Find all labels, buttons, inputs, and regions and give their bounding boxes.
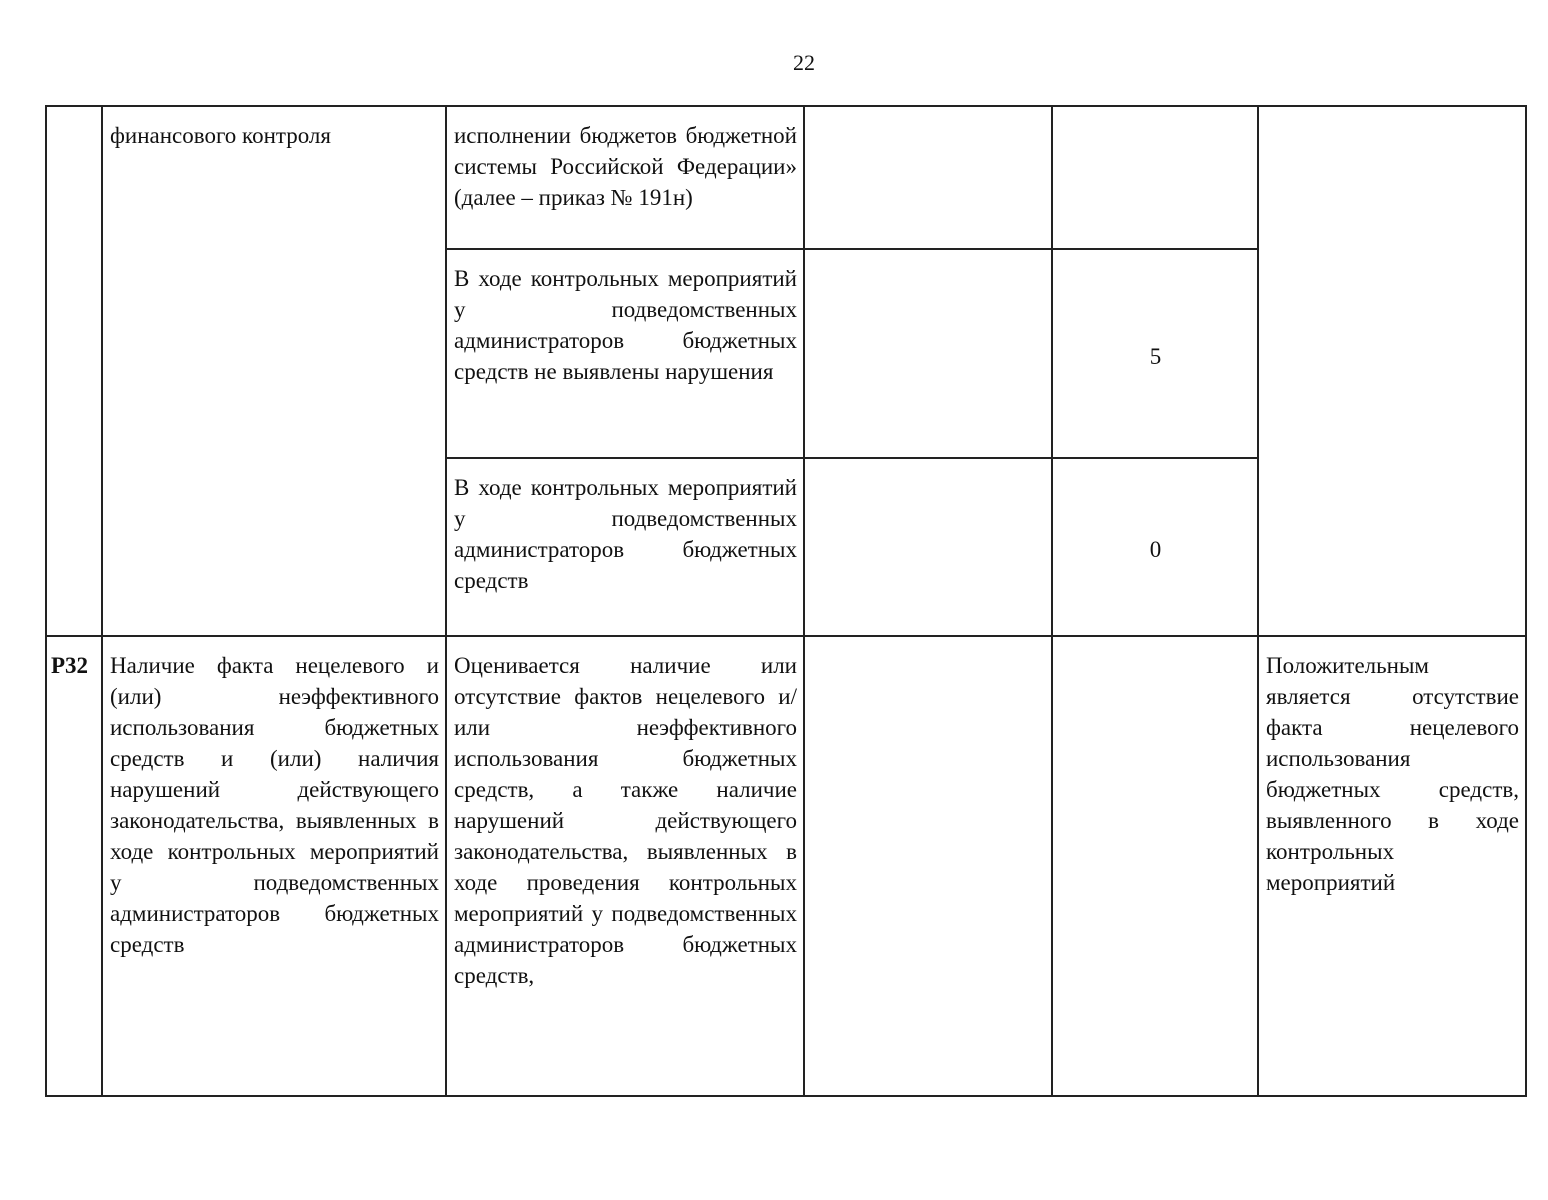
score-cell bbox=[1052, 636, 1258, 1096]
description-cell bbox=[446, 636, 804, 1096]
criteria-table bbox=[45, 105, 1527, 1097]
indicator-name: финансового контроля bbox=[110, 123, 331, 148]
criterion-description: В ходе контрольных мероприятий у подведомственных администраторов бюджетных средств bbox=[454, 475, 797, 593]
description-cell bbox=[446, 106, 804, 249]
table-row bbox=[46, 106, 1526, 249]
comment-cell bbox=[1258, 636, 1526, 1096]
indicator-name-cell bbox=[102, 106, 446, 636]
value-cell bbox=[804, 458, 1052, 636]
indicator-comment: Положительным является отсутствие факта нецелевого использования бюджетных средств, выявленного в ходе контрольных мероприятий bbox=[1266, 653, 1519, 895]
score-cell: 5 bbox=[1052, 249, 1258, 458]
value-cell bbox=[804, 106, 1052, 249]
description-cell bbox=[446, 458, 804, 636]
indicator-name-cell bbox=[102, 636, 446, 1096]
value-cell bbox=[804, 249, 1052, 458]
score-cell bbox=[1052, 106, 1258, 249]
criterion-description: В ходе контрольных мероприятий у подведомственных администраторов бюджетных средств не выявлены нарушения bbox=[454, 266, 797, 384]
score-cell: 0 bbox=[1052, 458, 1258, 636]
value-cell bbox=[804, 636, 1052, 1096]
criterion-description: исполнении бюджетов бюджетной системы Российской Федерации» (далее – приказ № 191н) bbox=[454, 123, 797, 210]
indicator-name: Наличие факта нецелевого и (или) неэффективного использования бюджетных средств и (или) наличия нарушений действующего законодательства, выявленных в ходе контрольных мероприятий у подведомственных администраторов бюджетных средств bbox=[110, 653, 439, 957]
description-cell bbox=[446, 249, 804, 458]
indicator-code: Р32 bbox=[46, 636, 102, 1096]
criterion-description: Оценивается наличие или отсутствие фактов нецелевого и/или неэффективного использования бюджетных средств, а также наличие нарушений действующего законодательства, выявленных в ходе проведения контрольных мероприятий у подведомственных администраторов бюджетных средств, bbox=[454, 653, 797, 988]
comment-cell bbox=[1258, 106, 1526, 636]
page-number: 22 bbox=[793, 50, 815, 75]
code-cell bbox=[46, 106, 102, 636]
table-row bbox=[46, 636, 1526, 1096]
